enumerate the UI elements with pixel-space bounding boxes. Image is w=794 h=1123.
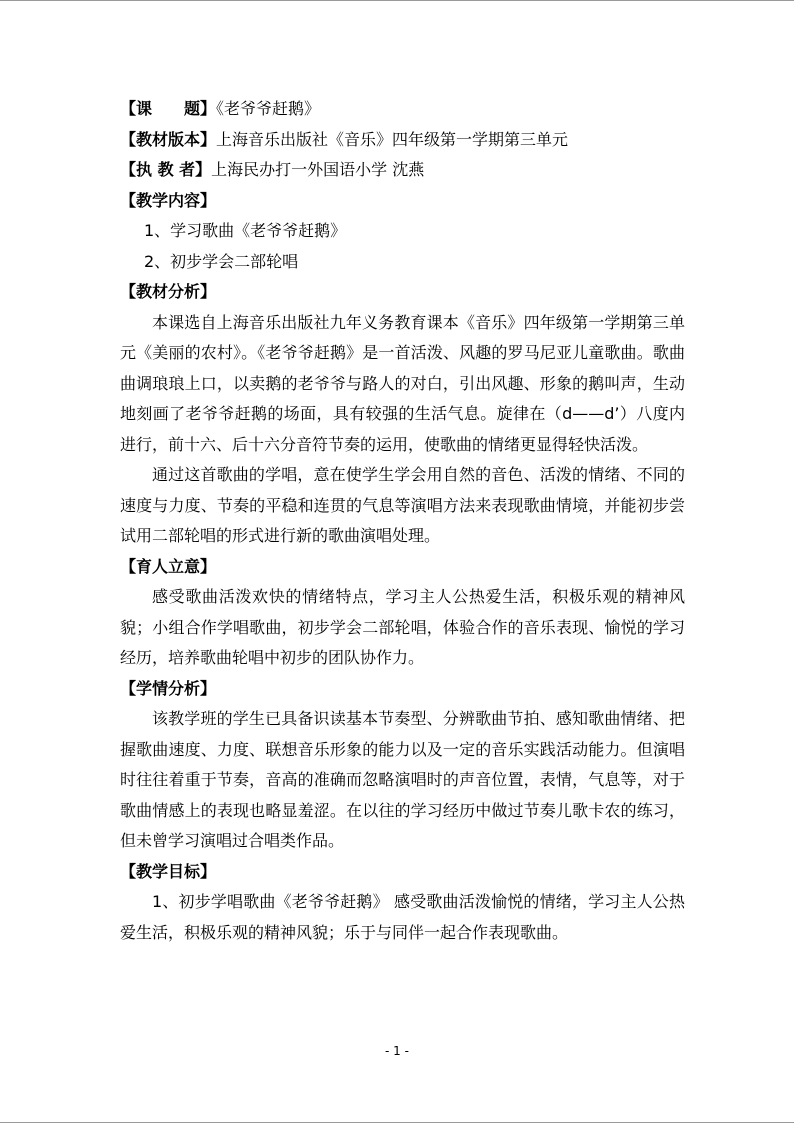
analysis-paragraph-1: 本课选自上海音乐出版社九年义务教育课本《音乐》四年级第一学期第三单元《美丽的农村》。《老爷爷赶鹅》是一首活泼、风趣的罗马尼亚儿童歌曲。歌曲曲调琅琅上口，以卖鹅的老爷爷与路人的对白，引出风趣、形象的鹅叫声，生动地刻画了老爷爷赶鹅的场面，具有较强的生活气息。旋律在（d——d’）八度内进行，前十六、后十六分音符节奏的运用，使歌曲的情绪更显得轻快活泼。 — [120, 312, 685, 454]
edition-row — [120, 125, 685, 156]
section-heading-analysis: 【教材分析】 — [120, 282, 217, 301]
document-body — [120, 94, 685, 948]
section-heading-education: 【育人立意】 — [120, 556, 217, 576]
section-heading-goals: 【教学目标】 — [120, 861, 217, 881]
content-item-1: 1、学习歌曲《老爷爷赶鹅》 — [144, 221, 347, 240]
edition-value: 上海音乐出版社《音乐》四年级第一学期第三单元 — [216, 129, 569, 149]
topic-label: 【课 题】 — [120, 99, 217, 118]
education-paragraph: 感受歌曲活泼欢快的情绪特点，学习主人公热爱生活，积极乐观的精神风貌；小组合作学唱歌曲，初步学会二部轮唱，体验合作的音乐表现、愉悦的学习经历，培养歌曲轮唱中初步的团队协作力。 — [120, 587, 685, 667]
topic-value: 《老爷爷赶鹅》 — [216, 99, 321, 118]
goals-paragraph: 1、初步学唱歌曲《老爷爷赶鹅》 感受歌曲活泼愉悦的情绪，学习主人公热爱生活，积极乐观的精神风貌；乐于与同伴一起合作表现歌曲。 — [120, 892, 685, 942]
analysis-paragraph-2: 通过这首歌曲的学唱，意在使学生学会用自然的音色、活泼的情绪、不同的速度与力度、节奏的平稳和连贯的气息等演唱方法来表现歌曲情境，并能初步尝试用二部轮唱的形式进行新的歌曲演唱处理。 — [120, 465, 685, 545]
page-number: - 1 - — [385, 1044, 409, 1058]
section-heading-content: 【教学内容】 — [120, 190, 217, 210]
teacher-value: 上海民办打一外国语小学 沈燕 — [211, 160, 425, 179]
teacher-label: 【执 教 者】 — [120, 160, 212, 179]
content-item-2: 2、初步学会二部轮唱 — [144, 251, 299, 271]
section-heading-student: 【学情分析】 — [120, 678, 217, 698]
teacher-row — [120, 155, 685, 186]
edition-label: 【教材版本】 — [120, 129, 217, 149]
student-paragraph: 该教学班的学生已具备识读基本节奏型、分辨歌曲节拍、感知歌曲情绪、把握歌曲速度、力度、联想音乐形象的能力以及一定的音乐实践活动能力。但演唱时往往着重于节奏，音高的准确而忽略演唱时的声音位置，表情，气息等，对于歌曲情感上的表现也略显羞涩。在以往的学习经历中做过节奏儿歌卡农的练习，但未曾学习演唱过合唱类作品。 — [120, 709, 685, 850]
topic-row — [120, 94, 685, 125]
